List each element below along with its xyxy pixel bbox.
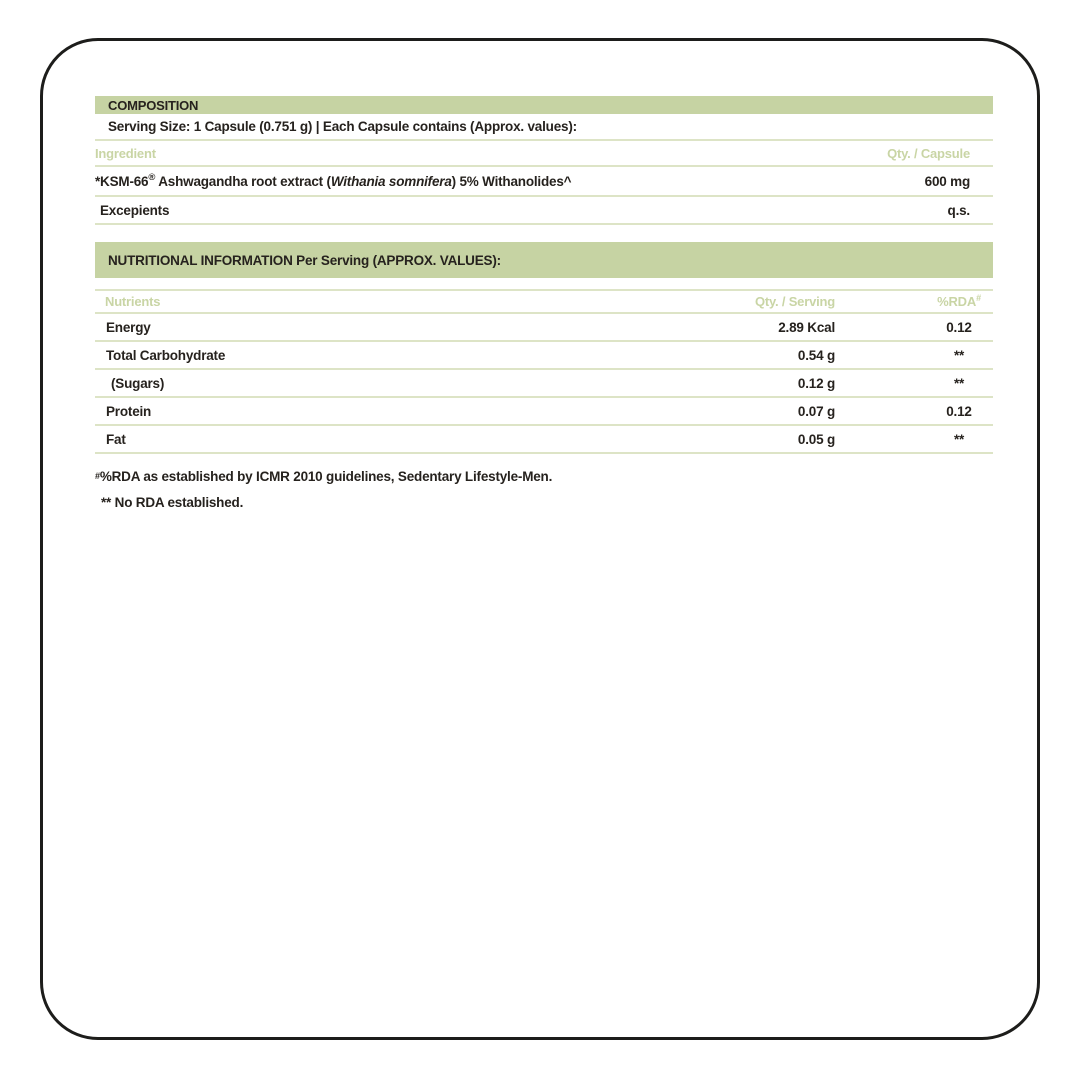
column-header-rda [835,294,993,309]
nutrition-table-header [95,289,993,314]
column-header-nutrients: Nutrients [105,294,161,309]
registered-mark: ® [148,171,156,183]
nutrient-name: Total Carbohydrate [106,347,226,363]
ingredient-name-prefix: *KSM-66 [95,173,149,189]
nutrient-rda: 0.12 [946,403,972,419]
composition-title: COMPOSITION [108,97,199,113]
nutrition-section-header [95,242,993,278]
composition-table-header [95,141,993,167]
rda-footnote [95,467,993,487]
table-row-total-carbohydrate [95,342,993,370]
nutrient-rda: ** [953,431,965,447]
nutrient-rda: ** [953,347,965,363]
ingredient-name-suffix: ) 5% Withanolides^ [451,173,572,189]
table-row-protein [95,398,993,426]
ingredient-name [95,171,743,189]
label-border-frame [40,38,1040,1040]
nutrient-name: Fat [106,431,126,447]
nutrient-qty: 0.12 g [797,375,835,391]
table-row-ksm66 [95,167,993,197]
ingredient-name-mid: Ashwagandha root extract ( [155,173,331,189]
serving-size-text: Serving Size: 1 Capsule (0.751 g) | Each Capsule contains (Approx. values): [108,119,577,134]
nutrient-name: (Sugars) [111,375,165,391]
nutrient-qty: 0.54 g [797,347,835,363]
label-content [95,96,993,513]
rda-footnote-text: %RDA as established by ICMR 2010 guidelines, Sedentary Lifestyle-Men. [99,469,553,484]
footnote-mark: # [95,471,100,481]
ingredient-name: Excepients [100,202,170,218]
nutrient-rda: 0.12 [946,319,972,335]
nutrient-qty: 0.05 g [797,431,835,447]
rda-footnote-mark: # [976,293,981,303]
ingredient-latin-name: Withania somnifera [330,173,452,189]
rda-label: %RDA [937,294,977,309]
no-rda-footnote [95,493,993,513]
nutrition-title: NUTRITIONAL INFORMATION Per Serving (APPROX. VALUES): [108,252,501,268]
composition-section-header [95,96,993,114]
nutrient-qty: 0.07 g [797,403,835,419]
ingredient-qty: q.s. [947,202,970,218]
ingredient-qty: 600 mg [924,173,970,189]
no-rda-footnote-text: ** No RDA established. [101,495,244,510]
nutrient-name: Protein [106,403,152,419]
serving-size-line [95,114,993,141]
nutrient-rda: ** [953,375,965,391]
column-header-ingredient: Ingredient [95,145,156,161]
table-row-energy [95,314,993,342]
footnotes [95,467,993,513]
table-row-sugars [95,370,993,398]
column-header-qty-capsule: Qty. / Capsule [887,145,970,161]
table-row-fat [95,426,993,454]
nutrient-qty: 2.89 Kcal [778,319,835,335]
nutrient-name: Energy [106,319,151,335]
column-header-qty-serving: Qty. / Serving [754,294,835,309]
table-row-excepients [95,197,993,225]
